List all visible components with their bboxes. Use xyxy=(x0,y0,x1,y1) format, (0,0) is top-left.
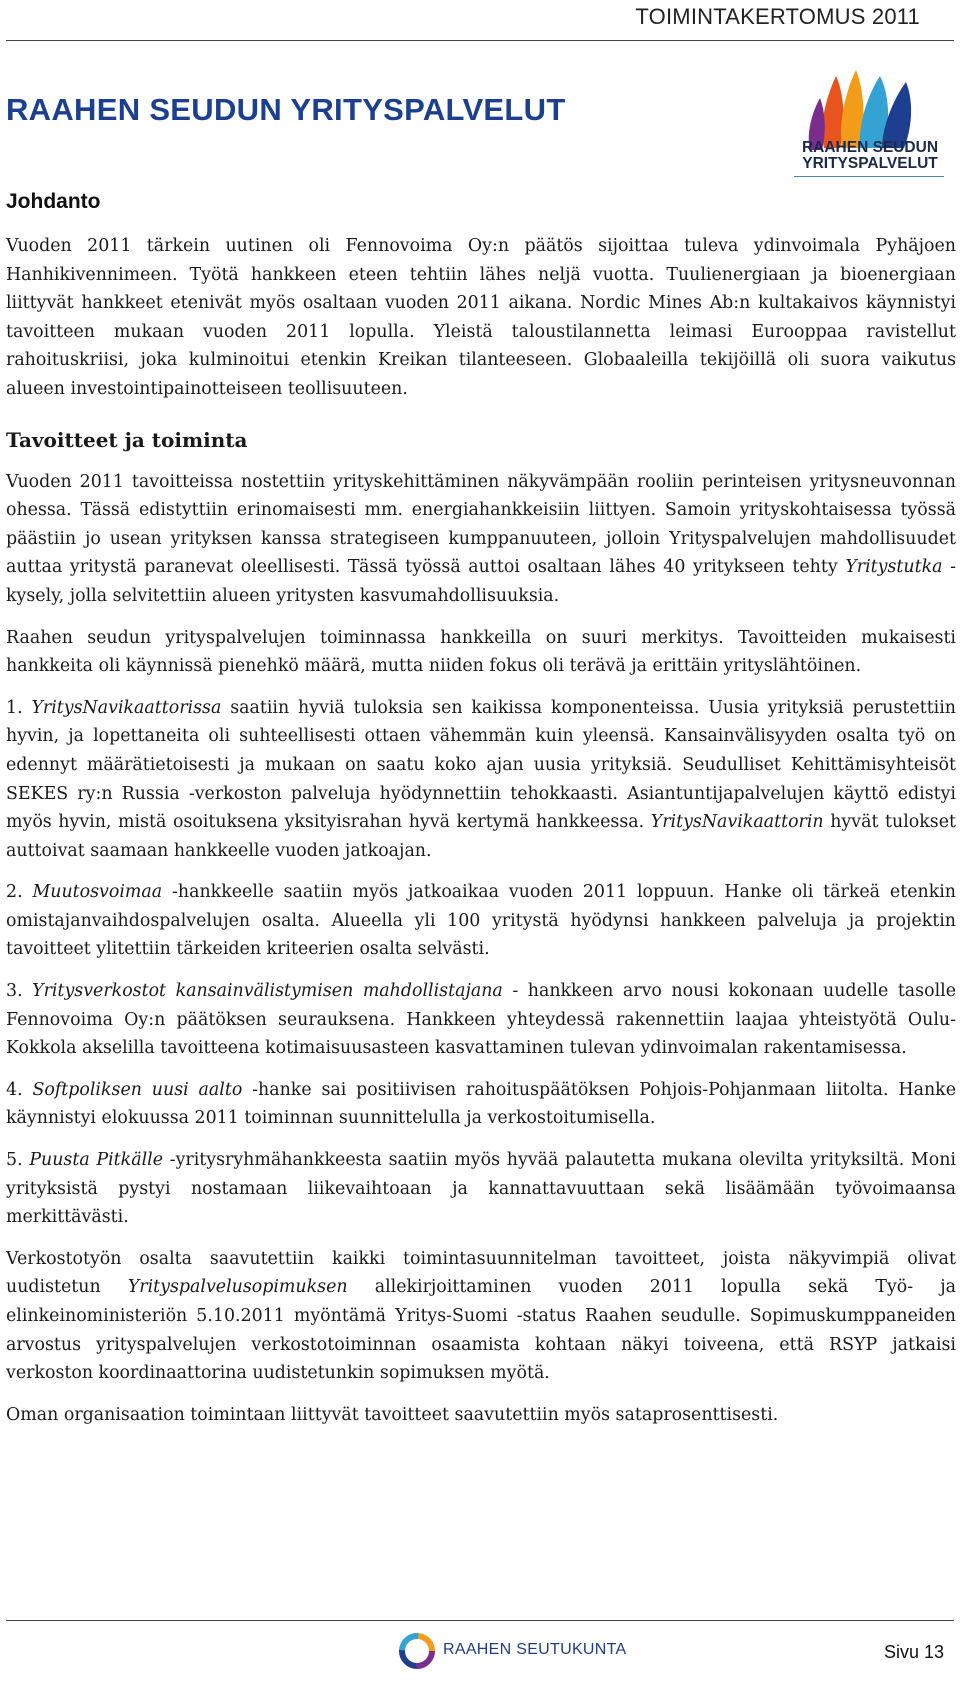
intro-paragraph: Vuoden 2011 tärkein uutinen oli Fennovoima Oy:n päätös sijoittaa tuleva ydinvoimala Pyhäjoen Hanhikivennimeen. Työtä hankkeen eteen tehtiin lähes neljä vuotta. Tuulienergiaan ja bioenergiaan liittyvät hankkeet etenivät myös osaltaan vuoden 2011 aikana. Nordic Mines Ab:n kultakaivos käynnistyi tavoitteen mukaan vuoden 2011 lopulla. Yleistä taloustilannetta leimasi Eurooppaa ravistellut rahoituskriisi, joka kulminoitui etenkin Kreikan tilanteeseen. Globaaleilla tekijöillä oli suora vaikutus alueen investointipainotteiseen teollisuuteen. xyxy=(6,236,956,399)
project-number: 5. xyxy=(6,1150,23,1171)
final-paragraph: Oman organisaation toimintaan liittyvät tavoitteet saavutettiin myös sataprosenttisesti. xyxy=(6,1404,779,1425)
italic-term: Yritystutka xyxy=(845,557,943,578)
project-number: 3. xyxy=(6,981,23,1002)
project-text: -hankkeelle saatiin myös jatkoaikaa vuoden 2011 loppuun. Hanke oli tärkeä etenkin omistajanvaihdospalvelujen osalta. Alueella yli 100 yritystä hyödynsi hankkeen palveluja ja projektin tavoitteet ylitettiin tärkeiden kriteerien osalta selvästi. xyxy=(6,882,956,960)
project-item-3 xyxy=(6,977,956,1063)
project-name: Softpoliksen uusi aalto xyxy=(32,1079,243,1100)
project-item-1 xyxy=(6,694,956,866)
project-name: Muutosvoimaa xyxy=(32,882,163,903)
page-title: RAAHEN SEUDUN YRITYSPALVELUT xyxy=(6,92,566,127)
network-paragraph xyxy=(6,1245,956,1388)
yrityspalvelut-logo xyxy=(790,68,950,196)
project-item-2 xyxy=(6,878,956,964)
project-text: hyvät tulokset auttoivat saamaan hankkeelle vuoden jatkoajan. xyxy=(6,812,956,861)
project-item-4 xyxy=(6,1076,956,1133)
italic-term: Yrityspalvelusopimuksen xyxy=(127,1277,348,1298)
footer-organization: RAAHEN SEUTUKUNTA xyxy=(443,1641,627,1658)
text-run: Verkostotyön osalta saavutettiin kaikki toimintasuunnitelman tavoitteet, joista näkyvimpiä olivat uudistetun xyxy=(6,1248,956,1298)
page-number: Sivu 13 xyxy=(883,1642,944,1662)
project-number: 4. xyxy=(6,1079,23,1100)
project-name: Yritysverkostot kansainvälistymisen mahdollistajana xyxy=(32,981,503,1002)
project-name: Puusta Pitkälle xyxy=(29,1150,163,1171)
project-number: 1. xyxy=(6,697,23,718)
logo-underline xyxy=(794,176,944,177)
goals-paragraph-1 xyxy=(6,468,956,611)
project-text: saatiin hyviä tuloksia sen kaikissa komponenteissa. Uusia yrityksiä perustettiin hyvin, ja lopettaneita oli suhteellisesti ottaen vähemmän kuin yleensä. Kansainvälisyyden osalta työ on edennyt määrätietoisesti ja mukaan on saatu koko ajan uusia yrityksiä. Seudulliset Kehittämisyhteisöt SEKES ry:n Russia -verkoston palveluja hyödynnettiin tehokkaasti. Asiantuntijapalvelujen käyttö edistyi myös hyvin, mistä osoituksena yksityisrahan hyvä kertymä hankkeessa. xyxy=(6,697,957,833)
project-number: 2. xyxy=(6,882,23,903)
document-title: TOIMINTAKERTOMUS 2011 xyxy=(635,4,920,29)
body-content xyxy=(6,232,956,1442)
project-text: -hanke sai positiivisen rahoituspäätöksen Pohjois-Pohjanmaan liitolta. Hanke käynnistyi elokuussa 2011 toiminnan suunnittelulla ja verkostoitumisella. xyxy=(6,1079,956,1129)
header-divider xyxy=(6,40,954,41)
logo-line-2: YRITYSPALVELUT xyxy=(802,155,938,172)
project-name: YritysNavikaattorissa xyxy=(31,697,222,718)
project-text: -yritysryhmähankkeesta saatiin myös hyvää palautetta mukana olevilta yrityksiltä. Moni yrityksistä pystyi nostamaan liikevaihtoaan ja kannattavuuttaan sekä lisäämään työvoimaansa merkittävästi. xyxy=(6,1150,956,1228)
text-run: Vuoden 2011 tavoitteissa nostettiin yrityskehittäminen näkyvämpään rooliin perinteisen yritysneuvonnan ohessa. Tässä edistyttiin erinomaisesti mm. energiahankkeisiin liittyen. Samoin yrityskohtaisessa työssä päästiin jo usean yrityksen kanssa strategiseen kumppanuuteen, jolloin Yrityspalvelujen mahdollisuudet auttaa yritystä paranevat oleellisesti. Tässä työssä auttoi osaltaan lähes 40 yritykseen tehty xyxy=(6,471,956,578)
project-item-5 xyxy=(6,1146,956,1232)
goals-heading: Tavoitteet ja toiminta xyxy=(6,427,248,452)
intro-heading: Johdanto xyxy=(6,190,101,213)
project-name: YritysNavikaattorin xyxy=(650,812,824,833)
project-text: - hankkeen arvo nousi kokonaan uudelle tasolle Fennovoima Oy:n päätöksen seurauksena. Hankkeen yhteydessä rakennettiin laajaa yhteistyötä Oulu-Kokkola akselilla tavoitteena kotimaisuusasteen kasvattaminen tulevan ydinvoimalan rakentamisessa. xyxy=(6,981,956,1059)
goals-paragraph-2: Raahen seudun yrityspalvelujen toiminnassa hankkeilla on suuri merkitys. Tavoitteiden mukaisesti hankkeita oli käynnissä pienehkö määrä, mutta niiden fokus oli terävä ja erittäin yrityslähtöinen. xyxy=(6,627,956,677)
footer-divider xyxy=(6,1620,954,1621)
seutukunta-ring-logo-icon xyxy=(396,1630,438,1672)
logo-line-1: RAAHEN SEUDUN xyxy=(801,139,939,156)
text-run: allekirjoittaminen vuoden 2011 lopulla sekä Työ- ja elinkeinoministeriön 5.10.2011 myöntämä Yritys-Suomi -status Raahen seudulle. Sopimuskumppaneiden arvostus yrityspalvelujen verkostotoiminnan osaamista kohtaan näkyi toiveena, että RSYP jatkaisi verkoston koordinaattorina uudistetunkin sopimuksen myötä. xyxy=(6,1277,957,1384)
text-run: -kysely, jolla selvitettiin alueen yritysten kasvumahdollisuuksia. xyxy=(6,557,956,606)
